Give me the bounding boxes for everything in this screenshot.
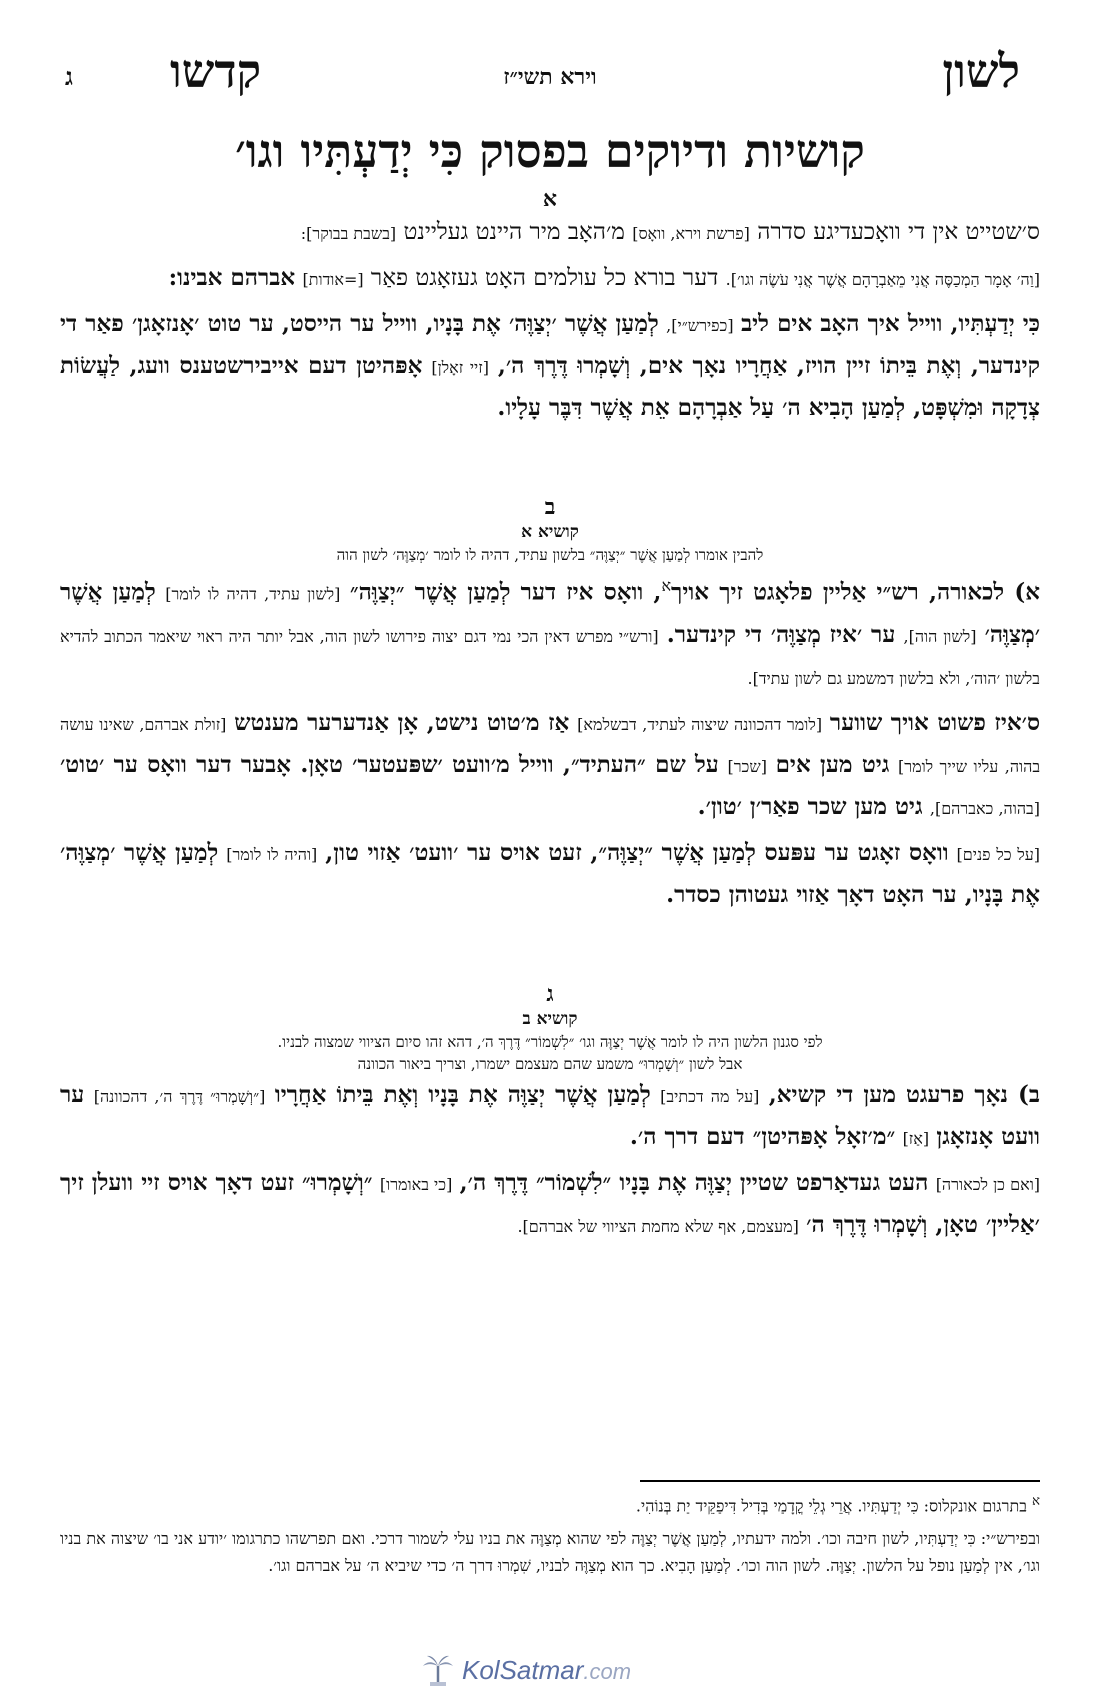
footnote-2: ובפירש״י: כִּי יְדַעְתִּיו, לשון חיבה וכו׳. ולמה ידעתיו, לְמַעַן אֲשֶׁר יְצַוֶּה לפי שהוא מְצַוֶּה את בניו עלי לשמור דרכי. ואם תפרשהו כתרגומו ׳יודע אני בו׳ שיצוה את בניו וגו׳, אין לְמַעַן נופל על הלשון. יְצַוֶּה. לשון הוה וכו׳. לְמַעַן הָבִיא. כך הוא מְצַוֶּה לבניו, שִׁמְרוּ דרך ה׳ כדי שיביא ה׳ על אברהם וגו׳. [60,1529,1040,1576]
footnotes [60,1480,1040,1579]
section-a-paragraph-1: ס׳שטייט אין די וואָכעדיגע סדרה [פרשת וירא, וואָס] מ׳האָב מיר היינט געליינט [בשבת בבוקר]: [300,219,1040,245]
section-a-paragraph-3: כִּי יְדַעְתִּיו, ווייל איך האָב אים ליב [כפירש״י], לְמַעַן אֲשֶׁר ׳יְצַוֶּה׳ אֶת בָּנָיו, ווייל ער הייסט, ער טוט ׳אָנזאָגן׳ פאַר די קינדער, וְאֶת בֵּיתוֹ זיין הויז, אַחֲרָיו נאָך אים, וְשָׁמְרוּ דֶּרֶךְ ה׳, [זיי זאָלן] אָפּהיטן דעם אייבירשטענס וועג, לַעֲשׂוֹת צְדָקָה וּמִשְׁפָּט, לְמַעַן הָבִיא ה׳ עַל אַבְרָהָם אֵת אֲשֶׁר דִּבֶּר עָלָיו. [60,310,1041,421]
header-title-right: לשון [942,44,1020,98]
section-b-paragraph-1: א) לכאורה, רש״י אַליין פלאָגט זיך אויך$^א$, וואָס איז דער לְמַעַן אֲשֶׁר ״יְצַוֶּה״ [לשון עתיד, דהיה לו לומר] לְמַעַן אֲשֶׁר ׳מְצַוֶּה׳ [לשון הוה], ער ׳איז מְצַוֶּה׳ די קינדער. [ורש״י מפרש דאין הכי נמי דגם יצוה פירושו לשון הוה, אבל יותר היה ראוי שיאמר הכתוב להדיא בלשון ׳הוה׳, ולא בלשון דמשמע גם לשון עתיד]. [60,576,1041,688]
palm-tree-logo-icon [420,1652,456,1688]
footnote-divider [640,1480,1040,1482]
section-b-paragraph-3: [על כל פנים] וואָס זאָגט ער עפּעס לְמַעַן אֲשֶׁר ״יְצַוֶּה״, זעט אויס ער ׳וועט׳ אַזוי טון, [והיה לו לומר] לְמַעַן אֲשֶׁר ׳מְצַוֶּה׳ אֶת בָּנָיו, ער האָט דאָך אַזוי געטוהן כסדר. [60,838,1041,908]
section-c-note-2: אבל לשון ״וְשָׁמְרוּ״ משמע שהם מעצמם ישמרו, וצריך ביאור הכוונה [357,1054,743,1073]
footnote-1-mark: א [1032,1494,1040,1509]
section-c-subtitle: קושיא ב [522,1008,578,1029]
section-c-paragraph-2: [ואם כן לכאורה] העט געדאַרפט שטיין יְצַוֶּה אֶת בָּנָיו ״לִשְׁמוֹר״ דֶּרֶךְ ה׳, [כי באומרו] ״וְשָׁמְרוּ״ זעט דאָך אויס זיי וועלן זיך ׳אַליין׳ טאָן, וְשָׁמְרוּ דֶּרֶךְ ה׳ [מעצמם, אף שלא מחמת הציווי של אברהם]. [60,1168,1041,1238]
main-title: קושיות ודיוקים בפסוק כִּי יְדַעְתִּיו וגו׳ [235,124,865,178]
document-page [60,40,1040,1251]
page-header [60,40,1040,110]
header-page-letter: ג [65,62,73,91]
header-title-left: קדשו [170,44,262,98]
footnote-1: $^א$ בתרגום אונקלוס: כִּי יְדַעְתִּיו. אֲרֵי גְלֵי קֳדָמַי בְּדִיל דִּיפַקֵּיד יַת בְּנוֹהִי. [635,1494,1040,1516]
section-b-letter: ב [544,494,556,520]
kolsatmar-watermark [420,1650,680,1690]
section-c-note-1: לפי סגנון הלשון היה לו לומר אֲשֶׁר יְצַוֶּה וגו׳ ״לִשְׁמוֹר״ דֶּרֶךְ ה׳, דהא זהו סיום הציווי שמצוה לבניו. [277,1032,823,1051]
section-b-subtitle: קושיא א [521,522,579,542]
section-c-paragraph-1: ב) נאָך פרעגט מען די קשיא, [על מה דכתיב] לְמַעַן אֲשֶׁר יְצַוֶּה אֶת בָּנָיו וְאֶת בֵּיתוֹ אַחֲרָיו [״וְשָׁמְרוּ״ דֶּרֶךְ ה׳, דהכוונה] ער וועט אָנזאָגן [אַז] ״מ׳זאָל אָפּהיטן״ דעם דרך ה׳. [60,1080,1041,1150]
section-b-note: להבין אומרו לְמַעַן אֲשֶׁר ״יְצַוֶּה״ בלשון עתיד, דהיה לו לומר ׳מְצַוֶּה׳ לשון הוה [336,546,764,564]
watermark-text: KolSatmar.com [462,1654,632,1685]
footnote-marker[interactable]: א [661,576,672,595]
section-b-paragraph-2: ס׳איז פשוט אויך שווער [לומר דהכוונה שיצוה לעתיד, דבשלמא] אַז מ׳טוט נישט, אָן אַנדערער מענטש [זולת אברהם, שאינו עושה בהוה, עליו שייך לומר] גיט מען אים [שכר] על שם ״העתיד״, ווייל מ׳וועט ׳שפּעטער׳ טאָן. אָבער דער וואָס ער ׳טוט׳ [בהוה, כאברהם], גיט מען שכר פאַר׳ן ׳טון׳. [60,708,1041,820]
section-c-letter: ג [546,980,554,1007]
section-a-paragraph-2: [וַה׳ אָמָר הַמְכַסֶּה אֲנִי מֵאַבְרָהָם אֲשֶׁר אֲנִי עֹשֶׂה וגו׳]. דער בורא כל עולמים האָט געזאָגט פאַר [=אודות] אברהם אבינו: [168,264,1040,291]
header-parsha-year: וירא תשי״ז [503,64,597,90]
section-a-letter: א [542,186,558,212]
